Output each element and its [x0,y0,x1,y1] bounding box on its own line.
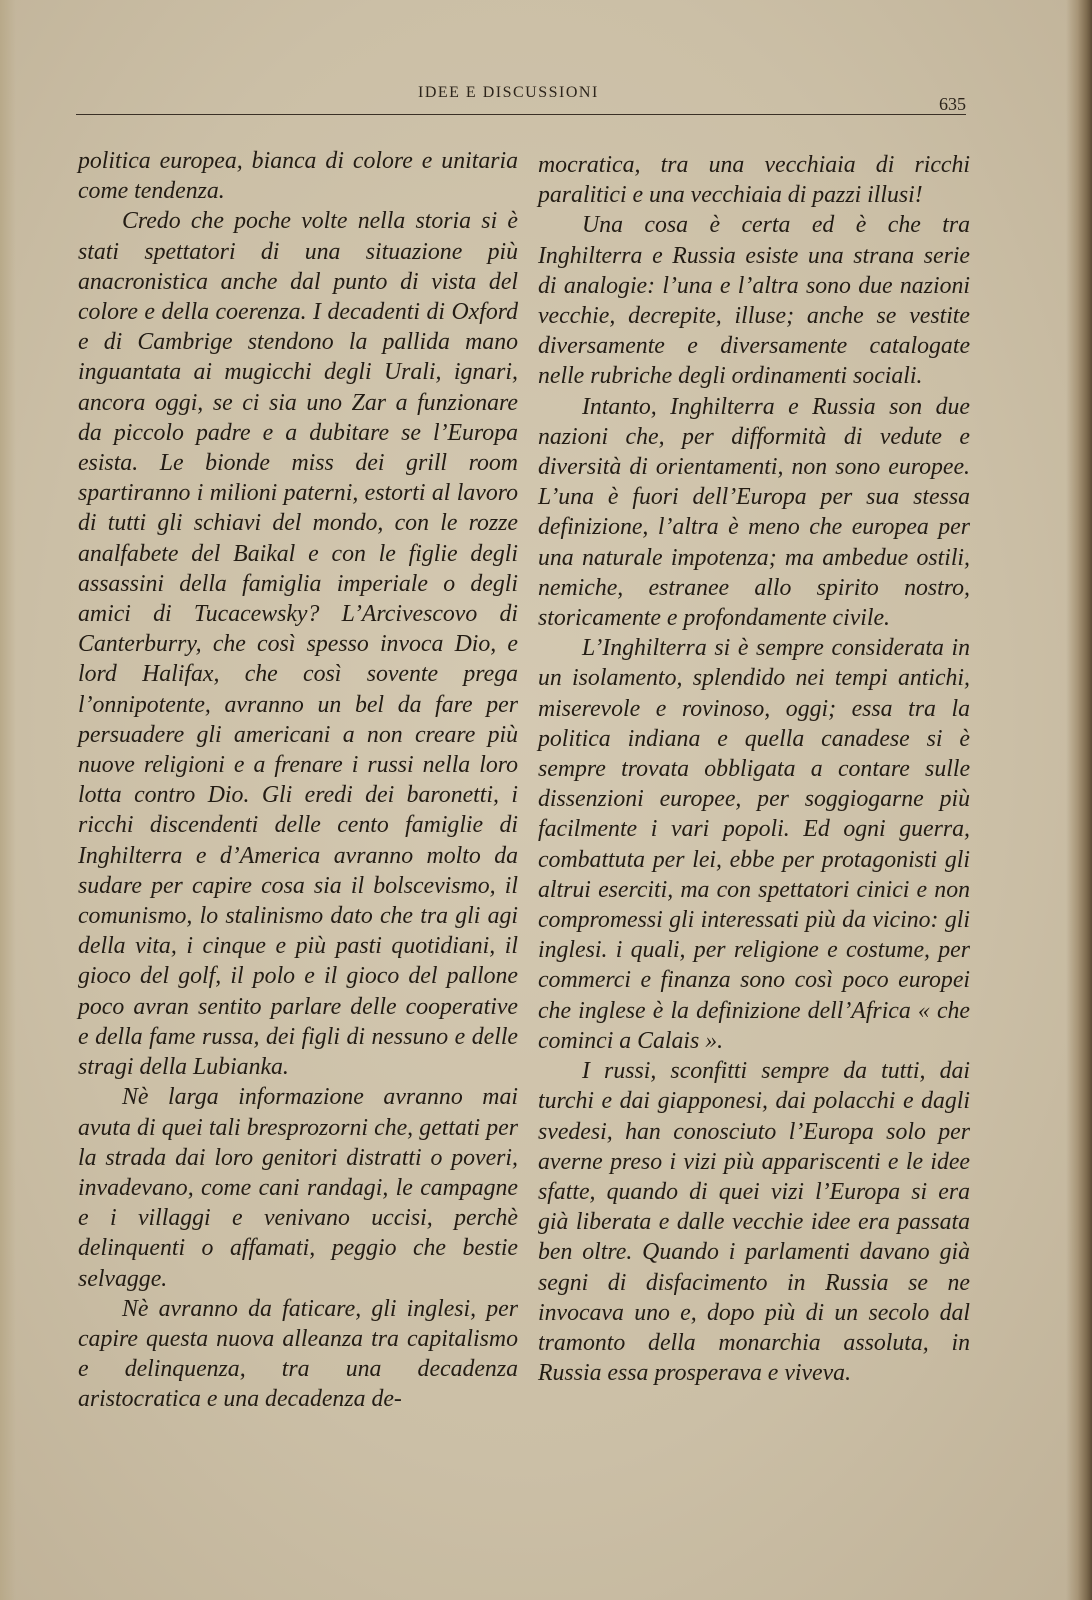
paragraph: mocratica, tra una vecchiaia di ricchi paralitici e una vecchiaia di pazzi illusi! [538,152,970,209]
paragraph: Credo che poche volte nella storia si è stati spettatori di una situazione più anacronistica anche dal punto di vista del colore e della coerenza. I decadenti di Oxford e di Cambrige stendono la pallida mano inguantata ai mugicchi degli Urali, ignari, ancora oggi, se ci sia uno Zar a funzionare da piccolo padre e a dubitare se l’Europa esista. Le bionde miss dei grill room spartiranno i milioni paterni, estorti al lavoro di tutti gli schiavi del mondo, con le rozze analfabete del Baikal e con le figlie degli assassini della famiglia imperiale o degli amici di Tucacewsky? L’Arcivescovo di Canterburry, che così spesso invoca Dio, e lord Halifax, che così sovente prega l’onnipotente, avranno un bel da fare per persuadere gli americani a non creare più nuove religioni e a frenare i russi nella loro lotta contro Dio. Gli eredi dei baronetti, i ricchi discendenti delle cento famiglie di Inghilterra e d’America avranno molto da sudare per capire cosa sia il bolscevismo, il comunismo, lo stalinismo dato che tra gli agi della vita, i cinque e più pasti quotidiani, il gioco del golf, il polo e il gioco del pallone poco avran sentito parlare delle cooperative e della fame russa, dei figli di nessuno e delle stragi della Lubianka. [78,208,518,1081]
paragraph: L’Inghilterra si è sempre considerata in un isolamento, splendido nei tempi antichi, miserevole e rovinoso, oggi; essa tra la politica indiana e quella canadese si è sempre trovata obbligata a contare sulle dissenzioni europee, per soggiogarne più facilmente i vari popoli. Ed ogni guerra, combattuta per lei, ebbe per protagonisti gli altrui eserciti, ma con spettatori cinici e non compromessi gli interessati più da vicino: gli inglesi. i quali, per religione e costume, per commerci e finanza sono così poco europei che inglese è la definizione dell’Africa « che cominci a Calais ». [538,635,970,1054]
page-gutter-shadow [0,0,16,1600]
paragraph: Nè larga informazione avranno mai avuta di quei tali bresprozorni che, gettati per la strada dai loro genitori distratti o poveri, invadevano, come cani randagi, le campagne e i villaggi e venivano uccisi, perchè delinquenti o affamati, peggio che bestie selvagge. [78,1084,518,1292]
paragraph: politica europea, bianca di colore e unitaria come tendenza. [78,148,518,205]
running-head [76,84,966,124]
header-rule [76,114,966,115]
section-title: IDEE E DISCUSSIONI [418,84,599,101]
left-column [78,146,518,1415]
page-number: 635 [939,94,966,114]
paragraph: Intanto, Inghilterra e Russia son due nazioni che, per difformità di vedute e diversità di orientamenti, non sono europee. L’una è fuori dell’Europa per sua stessa definizione, l’altra è meno che europea per una naturale impotenza; ma ambedue ostili, nemiche, estranee allo spirito nostro, storicamente e profondamente civile. [538,393,970,632]
paragraph: Una cosa è certa ed è che tra Inghilterra e Russia esiste una strana serie di analogie: l’una e l’altra sono due nazioni vecchie, decrepite, illuse; anche se vestite diversamente e diversamente catalogate nelle rubriche degli ordinamenti sociali. [538,212,970,390]
paragraph: Nè avranno da faticare, gli inglesi, per capire questa nuova alleanza tra capitalismo e delinquenza, tra una decadenza aristocratica e una decadenza de- [78,1295,518,1413]
right-column [538,150,970,1388]
page-edge [1066,0,1092,1600]
paragraph: I russi, sconfitti sempre da tutti, dai turchi e dai giapponesi, dai polacchi e dagli svedesi, han conosciuto l’Europa solo per averne preso i vizi più appariscenti e le idee sfatte, quando di quei vizi l’Europa si era già liberata e dalle vecchie idee era passata ben oltre. Quando i parlamenti davano già segni di disfacimento in Russia se ne invocava uno e, dopo più di un secolo dal tramonto della monarchia assoluta, in Russia essa prosperava e viveva. [538,1058,970,1387]
